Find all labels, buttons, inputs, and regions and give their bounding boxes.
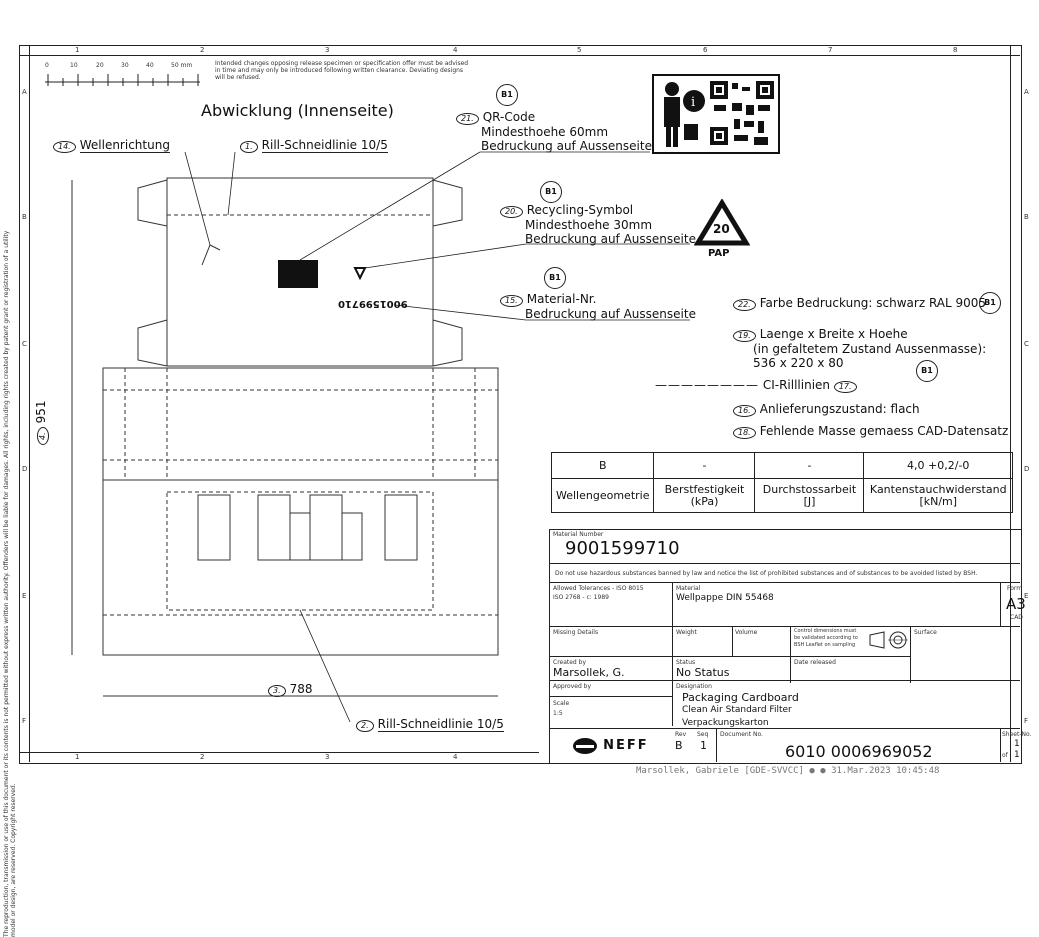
divider — [910, 626, 911, 683]
divider — [716, 728, 717, 762]
scale-tick-40: 40 — [146, 62, 154, 69]
callout-number: 15. — [500, 295, 523, 307]
zone-label-right: C — [1024, 340, 1029, 348]
zone-label-top: 8 — [953, 46, 958, 54]
zone-label-left: E — [22, 592, 27, 600]
svg-text:i: i — [691, 95, 696, 110]
divider — [672, 582, 673, 726]
property-cell: Durchstossarbeit [J] — [755, 479, 864, 513]
note-ci-lines: ———————— CI-Rilllinien 17. — [655, 378, 861, 393]
of-label: of — [1002, 752, 1008, 759]
note-text: Laenge x Breite x Hoehe — [759, 327, 908, 341]
rev-value: B — [675, 739, 683, 752]
tolerances-label: Allowed Tolerances - ISO 8015 — [553, 585, 644, 592]
divider — [549, 626, 1020, 627]
scale-tick-30: 30 — [121, 62, 129, 69]
footer-stamp: Marsollek, Gabriele [GDE-SVVCC] ● ● 31.Mar.2023 10:45:48 — [636, 766, 940, 776]
callout-label: Wellenrichtung — [79, 138, 170, 152]
scale-value: 1:5 — [553, 710, 563, 717]
projection-symbol-icon — [868, 630, 910, 650]
note-number: 18. — [733, 427, 756, 439]
zone-label-right: E — [1024, 592, 1029, 600]
note-number: 19. — [733, 330, 756, 342]
zone-label-top: 6 — [703, 46, 708, 54]
qr-code-graphic — [652, 74, 780, 154]
callout-line: Bedruckung auf Aussenseite — [481, 139, 652, 153]
revision-bubble-color: B1 — [979, 292, 1001, 314]
missing-label: Missing Details — [553, 629, 599, 636]
zone-label-bottom: 1 — [75, 753, 80, 761]
form-sub: CAD — [1010, 614, 1023, 621]
note-text: Farbe Bedruckung: schwarz RAL 9005 — [759, 296, 987, 310]
zone-label-right: F — [1024, 717, 1029, 725]
zone-label-top: 5 — [577, 46, 582, 54]
divider — [549, 563, 1020, 564]
zone-label-bottom: 4 — [453, 753, 458, 761]
property-cell: Wellengeometrie — [552, 479, 654, 513]
note-missing — [733, 424, 1008, 439]
zone-label-bottom: 3 — [325, 753, 330, 761]
divider — [732, 626, 733, 656]
seq-label: Seq — [697, 731, 709, 738]
seq-value: 1 — [700, 739, 707, 752]
tolerances-value: ISO 2768 - c: 1989 — [553, 594, 609, 601]
material-value: Wellpappe DIN 55468 — [676, 593, 774, 603]
designation-line-2: Clean Air Standard Filter — [682, 705, 792, 715]
callout-number: 20. — [500, 206, 523, 218]
divider — [549, 728, 1020, 729]
revision-bubble-recycling: B1 — [540, 181, 562, 203]
sheet-label: Sheet-No. — [1002, 731, 1032, 738]
divider — [790, 626, 791, 683]
callout-number: 3. — [268, 685, 286, 697]
property-cell: B — [552, 453, 654, 479]
divider — [1000, 728, 1001, 762]
recycling-number: 20 — [713, 222, 730, 236]
note-text: CI-Rilllinien — [762, 378, 831, 392]
property-cell: - — [755, 453, 864, 479]
property-cell: Kantenstauchwiderstand [kN/m] — [864, 479, 1013, 513]
callout-rill1 — [240, 138, 388, 153]
callout-material — [500, 292, 696, 321]
callout-recycling — [500, 203, 696, 246]
callout-line: Bedruckung auf Aussenseite — [525, 232, 696, 246]
callout-line: Mindesthoehe 30mm — [525, 218, 653, 232]
zone-label-right: D — [1024, 465, 1030, 473]
qr-code-icon — [710, 81, 774, 145]
note-text: (in gefaltetem Zustand Aussenmasse): — [753, 342, 987, 356]
scale-tick-50: 50 mm — [171, 62, 193, 69]
callout-line: Recycling-Symbol — [526, 203, 634, 217]
callout-line: Mindesthoehe 60mm — [481, 125, 609, 139]
zone-label-left: D — [22, 465, 28, 473]
form-value: A3 — [1006, 595, 1026, 613]
divider — [549, 656, 910, 657]
approved-label: Approved by — [553, 683, 592, 690]
divider — [549, 696, 672, 697]
note-text: Anlieferungszustand: flach — [759, 402, 920, 416]
callout-number: 21. — [456, 113, 479, 125]
designation-line-3: Verpackungskarton — [682, 718, 769, 728]
recycling-code: PAP — [708, 248, 730, 259]
callout-label: Rill-Schneidlinie 10/5 — [377, 717, 504, 731]
status-label: Status — [676, 659, 696, 666]
zone-label-top: 4 — [453, 46, 458, 54]
docno-label: Document No. — [720, 731, 763, 738]
zone-label-right: A — [1024, 88, 1029, 96]
callout-label: 951 — [34, 400, 48, 424]
note-number: 22. — [733, 299, 756, 311]
callout-rill2 — [356, 717, 504, 732]
scale-tick-0: 0 — [45, 62, 49, 69]
note-color — [733, 296, 986, 311]
zone-label-top: 1 — [75, 46, 80, 54]
control-note: Control dimensions must be validated according to BSH Leaflet on sampling — [794, 628, 858, 648]
callout-width — [268, 682, 313, 697]
callout-number: 4. — [37, 427, 49, 445]
callout-wellenrichtung — [53, 138, 170, 153]
revision-bubble-dimensions: B1 — [916, 360, 938, 382]
callout-number: 2. — [356, 720, 374, 732]
zone-label-top: 7 — [828, 46, 833, 54]
zone-label-left: F — [22, 717, 27, 725]
note-text: Fehlende Masse gemaess CAD-Datensatz — [759, 424, 1009, 438]
info-person-icon — [658, 79, 708, 149]
form-label: Form — [1007, 585, 1023, 592]
material-number: 9001599710 — [565, 538, 680, 559]
zone-label-right: B — [1024, 213, 1029, 221]
note-dimensions — [733, 327, 986, 370]
docno-value: 6010 0006969052 — [785, 742, 933, 761]
hazard-note: Do not use hazardous substances banned by law and notice the list of prohibited substances and of substances to be avoided listed by BSH. — [555, 570, 978, 577]
brand-logo — [572, 735, 649, 755]
scale-label: Scale — [553, 700, 570, 707]
callout-line: Material-Nr. — [526, 292, 597, 306]
brand-emblem-icon — [572, 737, 598, 755]
zone-label-bottom: 2 — [200, 753, 205, 761]
sheet-value: 1 — [1014, 739, 1020, 749]
revision-bubble-qr: B1 — [496, 84, 518, 106]
divider — [549, 582, 1020, 583]
material-label: Material — [676, 585, 701, 592]
callout-number: 14. — [53, 141, 76, 153]
surface-label: Surface — [914, 629, 937, 636]
zone-label-left: C — [22, 340, 27, 348]
callout-height — [34, 400, 49, 445]
page-title: Abwicklung (Innenseite) — [201, 101, 394, 120]
callout-number: 1. — [240, 141, 258, 153]
callout-line: Bedruckung auf Aussenseite — [525, 307, 696, 321]
note-number: 17. — [834, 381, 857, 393]
property-cell: 4,0 +0,2/-0 — [864, 453, 1013, 479]
divider — [549, 680, 1020, 681]
property-cell: - — [654, 453, 755, 479]
top-notice: Intended changes opposing release specimen or specification offer must be advised in time and may only be introduced following written clearance. Deviating designs will be refused. — [215, 60, 469, 81]
status-value: No Status — [676, 666, 730, 679]
recycling-symbol-icon — [694, 199, 750, 259]
revision-bubble-material: B1 — [544, 267, 566, 289]
callout-line: QR-Code — [482, 110, 536, 124]
brand-name: NEFF — [603, 738, 649, 753]
of-value: 1 — [1014, 750, 1020, 760]
zone-label-left: B — [22, 213, 27, 221]
weight-label: Weight — [676, 629, 697, 636]
created-label: Created by — [553, 659, 587, 666]
side-notice: The reproduction, transmission or use of this document or its contents is not permitted without express written authority. Offenders will be liable for damages. All rights, including rights created by patent grant or registration of a utility model or design, are reserved. Copyright reserved. — [3, 230, 17, 937]
note-text: 536 x 220 x 80 — [753, 356, 844, 370]
callout-label: Rill-Schneidlinie 10/5 — [261, 138, 388, 152]
divider — [1000, 582, 1001, 626]
scale-tick-10: 10 — [70, 62, 78, 69]
date-label: Date released — [794, 659, 836, 666]
designation-label: Designation — [676, 683, 712, 690]
zone-label-top: 2 — [200, 46, 205, 54]
callout-qr — [456, 110, 652, 153]
designation-line-1: Packaging Cardboard — [682, 691, 799, 704]
volume-label: Volume — [735, 629, 758, 636]
rev-label: Rev — [675, 731, 687, 738]
callout-label: 788 — [289, 682, 313, 696]
note-delivery — [733, 402, 920, 417]
zone-label-top: 3 — [325, 46, 330, 54]
scale-tick-20: 20 — [96, 62, 104, 69]
note-number: 16. — [733, 405, 756, 417]
property-table — [551, 452, 1013, 513]
property-cell: Berstfestigkeit (kPa) — [654, 479, 755, 513]
material-number-label: Material Number — [553, 531, 604, 538]
created-value: Marsollek, G. — [553, 666, 625, 679]
zone-label-left: A — [22, 88, 27, 96]
mirrored-material-number: 9001599710 — [338, 298, 408, 309]
